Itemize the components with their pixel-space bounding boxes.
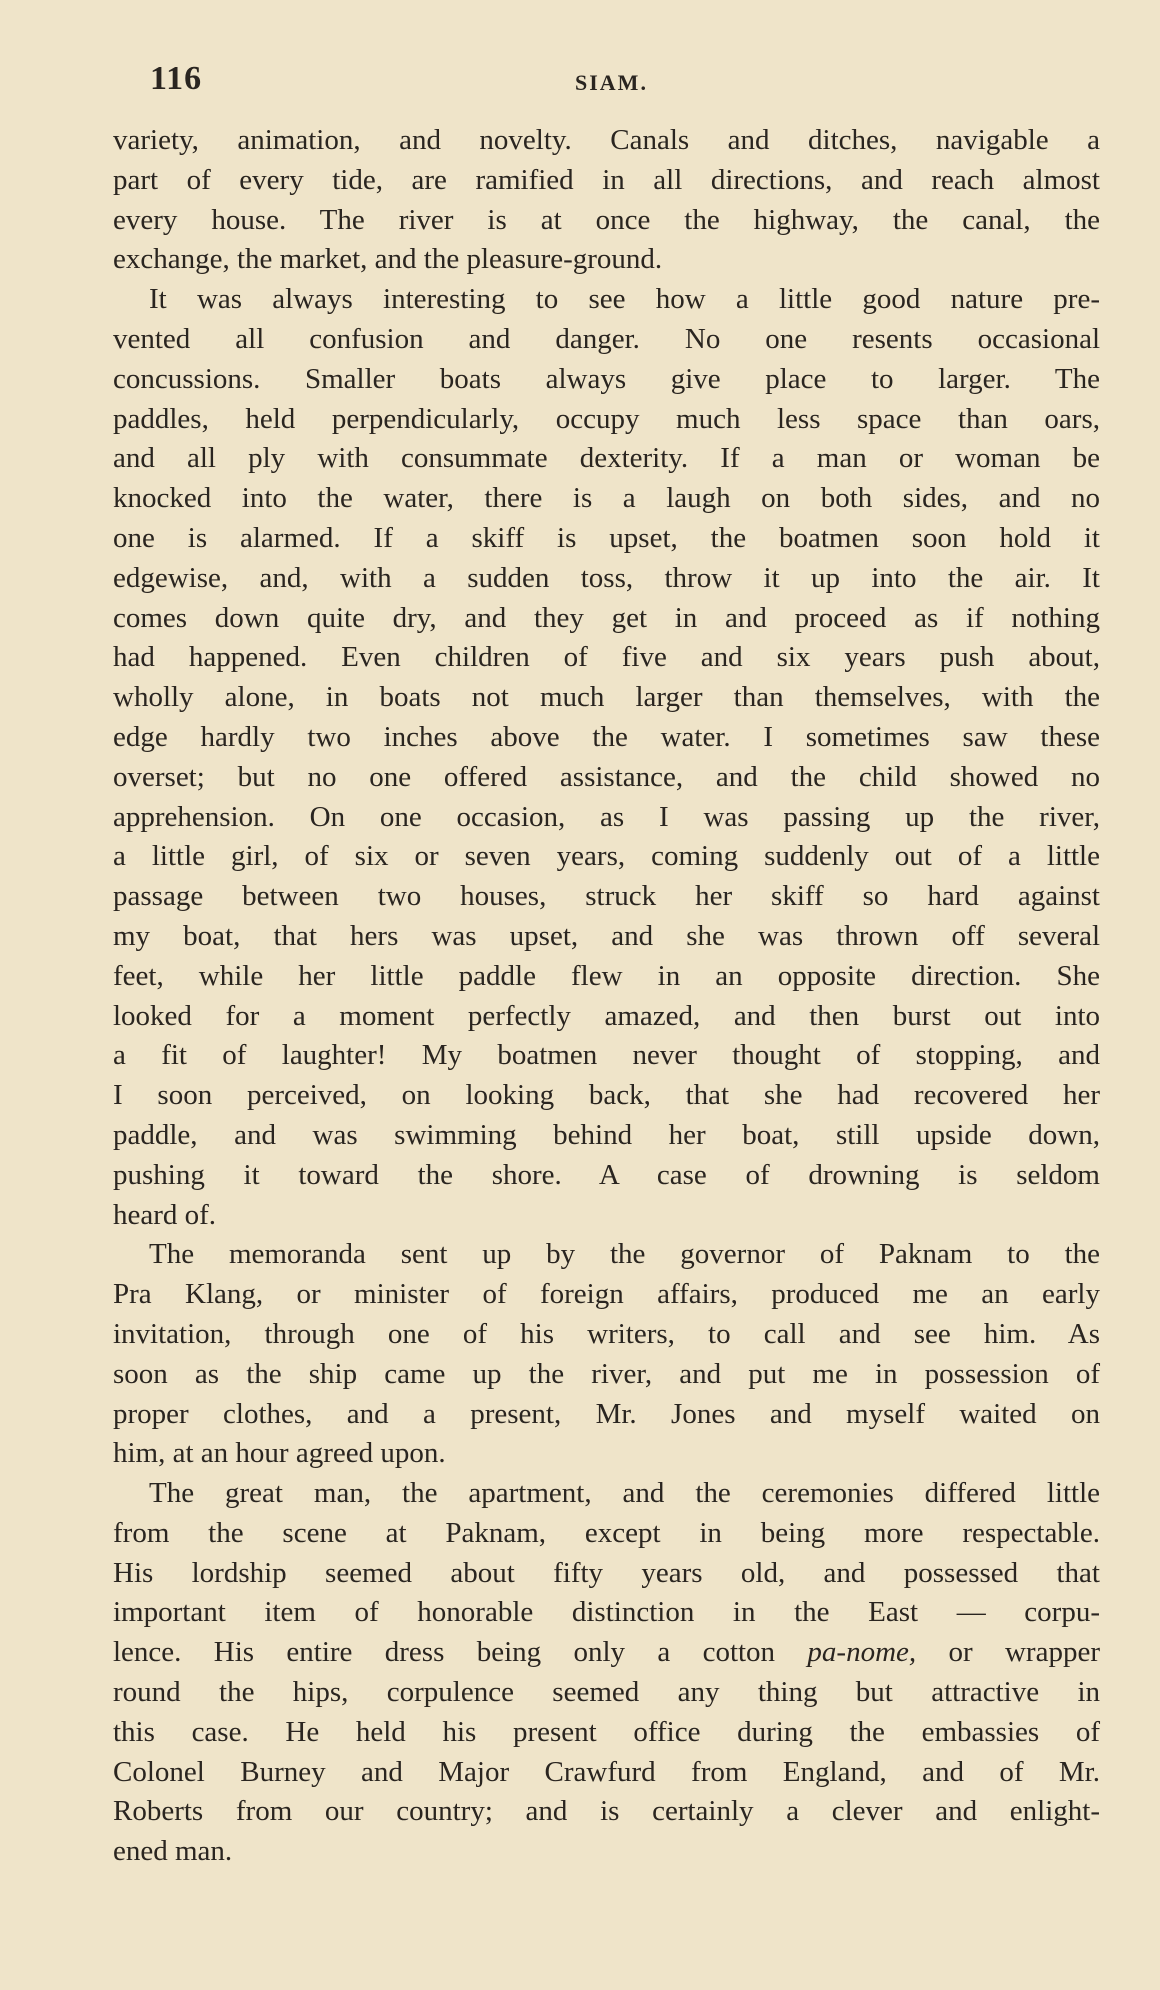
body-text (113, 121, 1100, 1872)
text-line: knocked into the water, there is a laugh on both sides, and no (113, 482, 1100, 515)
text-line: paddles, held perpendicularly, occupy much less space than oars, (113, 402, 1100, 435)
text-line-with-italic (113, 1633, 1100, 1673)
text-line: a little girl, of six or seven years, coming suddenly out of a little (113, 840, 1100, 873)
page-number: 116 (150, 60, 203, 97)
text-line: edgewise, and, with a sudden toss, throw it up into the air. It (113, 561, 1100, 594)
text-line: every house. The river is at once the highway, the canal, the (113, 203, 1100, 236)
text-line: His lordship seemed about fifty years old, and possessed that (113, 1556, 1100, 1589)
text-line: wholly alone, in boats not much larger than themselves, with the (113, 681, 1100, 714)
text-line: apprehension. On one occasion, as I was passing up the river, (113, 800, 1100, 833)
text-line: ened man. (113, 1835, 233, 1868)
text-line: I soon perceived, on looking back, that she had recovered her (113, 1079, 1100, 1112)
text-segment: lence. His entire dress being only a cotton (113, 1636, 808, 1669)
text-line: exchange, the market, and the pleasure-ground. (113, 243, 663, 276)
text-line: from the scene at Paknam, except in being more respectable. (113, 1516, 1100, 1549)
text-line: and all ply with consummate dexterity. If a man or woman be (113, 442, 1100, 475)
text-line: Roberts from our country; and is certainly a clever and enlight- (113, 1795, 1100, 1828)
text-line: It was always interesting to see how a little good nature pre- (149, 283, 1100, 316)
text-line: had happened. Even children of five and six years push about, (113, 641, 1100, 674)
text-segment: or wrapper (916, 1636, 1100, 1669)
text-line: one is alarmed. If a skiff is upset, the boatmen soon hold it (113, 521, 1100, 554)
running-title: SIAM. (575, 70, 648, 95)
text-line: invitation, through one of his writers, to call and see him. As (113, 1317, 1100, 1350)
text-line: The memoranda sent up by the governor of Paknam to the (149, 1238, 1100, 1271)
text-line: concussions. Smaller boats always give place to larger. The (113, 362, 1100, 395)
text-line: edge hardly two inches above the water. I sometimes saw these (113, 720, 1100, 753)
text-line: variety, animation, and novelty. Canals and ditches, navigable a (113, 124, 1100, 156)
text-line: Colonel Burney and Major Crawfurd from England, and of Mr. (113, 1755, 1100, 1788)
text-line: looked for a moment perfectly amazed, and then burst out into (113, 999, 1100, 1032)
text-line: vented all confusion and danger. No one resents occasional (113, 322, 1100, 355)
text-line: soon as the ship came up the river, and put me in possession of (113, 1357, 1100, 1390)
text-line: important item of honorable distinction in the East — corpu- (113, 1596, 1100, 1629)
text-line: The great man, the apartment, and the ceremonies differed little (149, 1477, 1100, 1510)
text-line: this case. He held his present office during the embassies of (113, 1715, 1100, 1748)
text-line: paddle, and was swimming behind her boat, still upside down, (113, 1118, 1100, 1151)
text-line: a fit of laughter! My boatmen never thought of stopping, and (113, 1039, 1100, 1072)
text-line: round the hips, corpulence seemed any thing but attractive in (113, 1676, 1100, 1709)
text-line: feet, while her little paddle flew in an opposite direction. She (113, 959, 1100, 992)
text-line: Pra Klang, or minister of foreign affairs, produced me an early (113, 1278, 1100, 1311)
text-line: him, at an hour agreed upon. (113, 1437, 446, 1470)
running-head (150, 60, 1100, 110)
text-line: proper clothes, and a present, Mr. Jones and myself waited on (113, 1397, 1100, 1430)
text-line: my boat, that hers was upset, and she was thrown off several (113, 919, 1100, 952)
text-line: passage between two houses, struck her skiff so hard against (113, 880, 1100, 913)
text-line: part of every tide, are ramified in all directions, and reach almost (113, 163, 1100, 196)
text-line: overset; but no one offered assistance, and the child showed no (113, 760, 1100, 793)
text-line: comes down quite dry, and they get in and proceed as if nothing (113, 601, 1100, 634)
text-line: heard of. (113, 1198, 217, 1231)
italic-term: pa-nome, (807, 1636, 917, 1669)
text-line: pushing it toward the shore. A case of drowning is seldom (113, 1158, 1100, 1191)
